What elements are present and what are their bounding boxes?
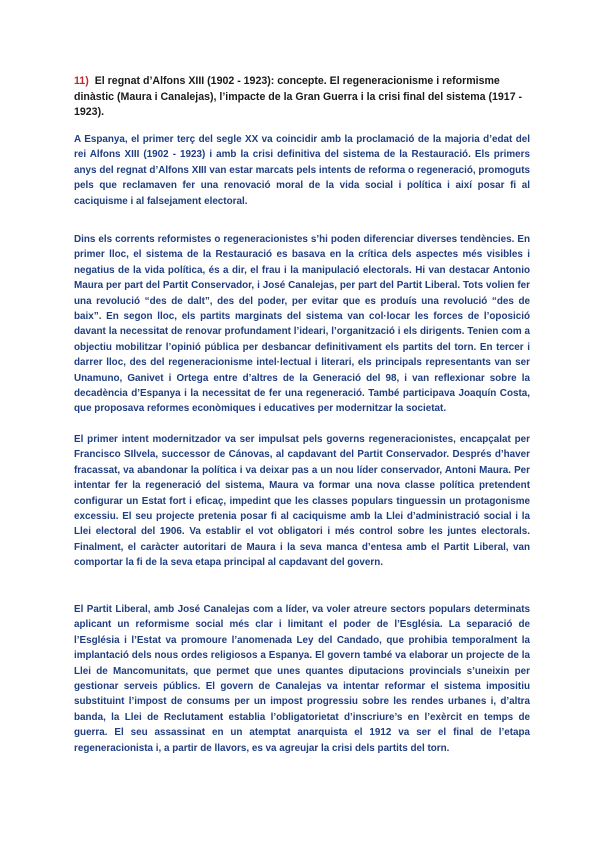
section-title: El regnat d’Alfons XIII (1902 - 1923): concepte. El regeneracionisme i reformisme dinàstic (Maura i Canalejas), l’impacte de la Gran Guerra i la crisi final del sistema (1917 - 1923).	[74, 75, 523, 119]
paragraph-3: El primer intent modernitzador va ser impulsat pels governs regeneracionistes, encapçalat per Francisco SIlvela, successor de Cánovas, al capdavant del Partit Conservador. Després d’haver fracassat, va abandonar la política i va deixar pas a un nou líder conservador, Antoni Maura. Per intentar fer la regeneració del sistema, Maura va formar una nova classe política pretendent configurar un Estat fort i eficaç, impedint que les classes populars tinguessin un protagonisme excessiu. El seu projecte pretenia posar fi al caciquisme amb la Llei d’administració social i la Llei electoral del 1906. Va establir el vot obligatori i més control sobre les juntes electorals. Finalment, el caràcter autoritari de Maura i la seva manca d’entesa amb el Partit Liberal, van comportar la fi de la seva etapa principal al capdavant del govern.	[74, 434, 530, 569]
paragraph-2: Dins els corrents reformistes o regeneracionistes s’hi poden diferenciar diverses tendències. En primer lloc, el sistema de la Restauració es basava en la crítica dels aspectes més visibles i negatius de la vida política, és a dir, el frau i la manipulació electorals. Hi van destacar Antonio Maura per part del Partit Conservador, i José Canalejas, per part del Partit Liberal. Tots volien fer una revolució “des de dalt”, des del poder, per evitar que es produís una revolució “des de baix”. En segon lloc, els partits marginats del sistema van col·locar les forces de l’oposició davant la necessitat de renovar profundament l’ideari, l’organització i els dirigents. Tenien com a objectiu mobilitzar l’opinió pública per desbancar definitivament els partits del torn. En tercer i darrer lloc, des del regeneracionisme intel·lectual i literari, els principals representants van ser Unamuno, Ganivet i Ortega entre d’altres de la Generació del 98, i van reflexionar sobre la decadència d’Espanya i la necessitat de fer una regeneració. També participava Joaquín Costa, que proposava reformes econòmiques i educatives per modernitzar la societat.	[74, 234, 530, 415]
section-number: 11)	[74, 75, 89, 87]
paragraph-4: El Partit Liberal, amb José Canalejas com a líder, va voler atreure sectors populars determinats aplicant un reformisme social més clar i limitant el poder de l’Església. La separació de l’Església i l’Estat va promoure l’anomenada Ley del Candado, que prohibia temporalment la implantació dels nous ordes religiosos a Espanya. El govern també va elaborar un projecte de la Llei de Mancomunitats, que permet que unes quantes diputacions provincials s’uneixin per gestionar serveis públics. El govern de Canalejas va intentar reformar el sistema impositiu substituint l’impost de consums per un impost progressiu sobre les rendes urbanes i, d’altra banda, la Llei de Reclutament establia l’obligatorietat d’inscriure’s en l’exèrcit en temps de guerra. El seu assassinat en un atemptat anarquista el 1912 va ser el final de l’etapa regeneracionista i, a partir de llavors, es va agreujar la crisi dels partits del torn.	[74, 604, 530, 754]
section-heading	[74, 74, 530, 121]
paragraph-1: A Espanya, el primer terç del segle XX va coincidir amb la proclamació de la majoria d’edat del rei Alfons XIII (1902 - 1923) i amb la crisi definitiva del sistema de la Restauració. Els primers anys del regnat d’Alfons XIII van estar marcats pels intents de reforma o regeneració, promoguts pels que reclamaven fer una renovació moral de la vida social i política i així posar fi al caciquisme i al falsejament electoral.	[74, 134, 530, 207]
